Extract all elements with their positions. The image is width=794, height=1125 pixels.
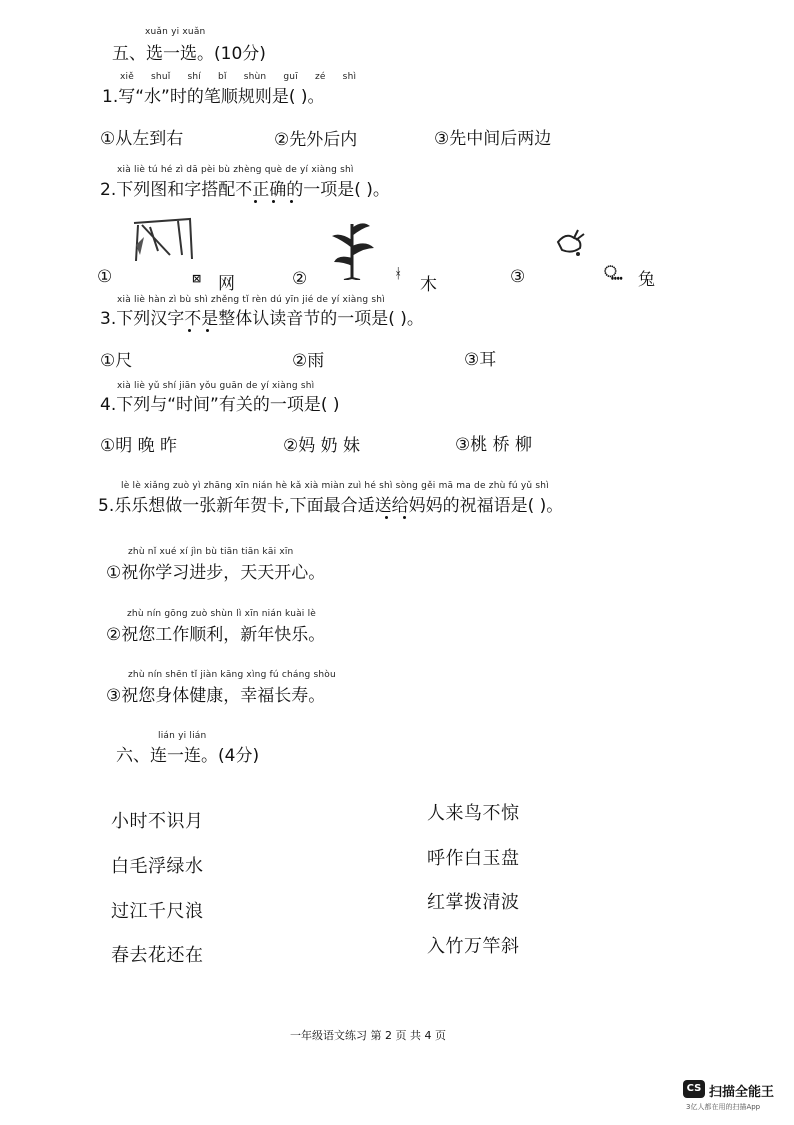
q1-text: 1.写“水”时的笔顺规则是( )。: [102, 87, 325, 107]
q4-text: 4.下列与“时间”有关的一项是( ): [100, 395, 340, 415]
emphasis-dot: [272, 200, 275, 203]
q1-option-2: ②先外后内: [274, 130, 358, 150]
q4-option-2: ②妈 奶 妹: [283, 436, 361, 456]
q5-pinyin: lè lè xiǎng zuò yì zhāng xīn nián hè kǎ xià miàn zuì hé shì sòng gěi mā ma de zhù fú yǔ shì: [121, 481, 549, 491]
match-left-4[interactable]: 春去花还在: [111, 945, 204, 966]
q3-option-3: ③耳: [464, 350, 497, 370]
q1-option-1: ①从左到右: [100, 129, 184, 149]
q5-option-3-pinyin: zhù nín shēn tǐ jiàn kāng xìng fú cháng shòu: [128, 670, 336, 680]
match-left-2[interactable]: 白毛浮绿水: [111, 856, 204, 877]
page-footer: 一年级语文练习 第 2 页 共 4 页: [290, 1029, 446, 1042]
q2-label-1: 网: [218, 274, 235, 294]
match-right-1[interactable]: 人来鸟不惊: [427, 803, 520, 824]
rabbit-picture: [552, 228, 592, 264]
section5-pinyin: xuǎn yi xuǎn: [145, 27, 206, 37]
q2-pinyin: xià liè tú hé zì dā pèi bù zhèng què de yí xiàng shì: [117, 165, 354, 175]
camscanner-logo-icon: CS: [683, 1080, 705, 1098]
q4-pinyin: xià liè yǔ shí jiān yǒu guān de yí xiàng shì: [117, 381, 315, 391]
q2-text: 2.下列图和字搭配不正确的一项是( )。: [100, 180, 390, 200]
q4-option-1: ①明 晚 昨: [100, 436, 178, 456]
match-right-4[interactable]: 入竹万竿斜: [427, 936, 520, 957]
q2-marker-1: ①: [97, 267, 113, 287]
emphasis-dot: [254, 200, 257, 203]
q2-marker-3: ③: [510, 267, 526, 287]
q2-marker-2: ②: [292, 269, 308, 289]
emphasis-dot: [385, 516, 388, 519]
match-right-2[interactable]: 呼作白玉盘: [427, 848, 520, 869]
section5-title: 五、选一选。(10分): [112, 44, 266, 64]
q3-option-2: ②雨: [292, 351, 325, 371]
q3-option-1: ①尺: [100, 351, 133, 371]
section6-title: 六、连一连。(4分): [116, 746, 260, 766]
q1-option-3: ③先中间后两边: [434, 129, 552, 149]
q5-option-1-pinyin: zhù nǐ xué xí jìn bù tiān tiān kāi xīn: [128, 547, 294, 557]
emphasis-dot: [206, 329, 209, 332]
tree-ancient-glyph: ᚼ: [394, 266, 403, 282]
q5-option-1: ①祝你学习进步，天天开心。: [106, 563, 326, 583]
section6-pinyin: lián yi lián: [158, 731, 207, 741]
q4-option-3: ③桃 桥 柳: [455, 435, 533, 455]
net-picture: [130, 215, 200, 269]
q3-text: 3.下列汉字不是整体认读音节的一项是( )。: [100, 309, 424, 329]
q5-text: 5.乐乐想做一张新年贺卡,下面最合适送给妈妈的祝福语是( )。: [98, 496, 564, 516]
watermark-name: 扫描全能王: [709, 1085, 775, 1100]
match-right-3[interactable]: 红掌拨清波: [427, 892, 520, 913]
q5-option-3: ③祝您身体健康，幸福长寿。: [106, 686, 326, 706]
match-left-1[interactable]: 小时不识月: [111, 811, 204, 832]
match-left-3[interactable]: 过江千尺浪: [111, 901, 204, 922]
net-ancient-glyph: ⊠: [192, 272, 202, 285]
q5-option-2: ②祝您工作顺利，新年快乐。: [106, 625, 326, 645]
q5-option-2-pinyin: zhù nín gōng zuò shùn lì xīn nián kuài lè: [127, 609, 317, 619]
emphasis-dot: [188, 329, 191, 332]
emphasis-dot: [290, 200, 293, 203]
q1-pinyin: xiě shuǐ shí bǐ shùn guī zé shì: [120, 72, 357, 82]
q2-label-3: 兔: [638, 270, 655, 290]
rabbit-ancient-glyph: ⵿: [604, 262, 617, 281]
plant-picture: [328, 218, 378, 284]
q2-label-2: 木: [420, 275, 437, 295]
emphasis-dot: [403, 516, 406, 519]
q3-pinyin: xià liè hàn zì bù shì zhěng tǐ rèn dú yīn jié de yí xiàng shì: [117, 295, 385, 305]
watermark-subtitle: 3亿人都在用的扫描App: [686, 1103, 761, 1111]
